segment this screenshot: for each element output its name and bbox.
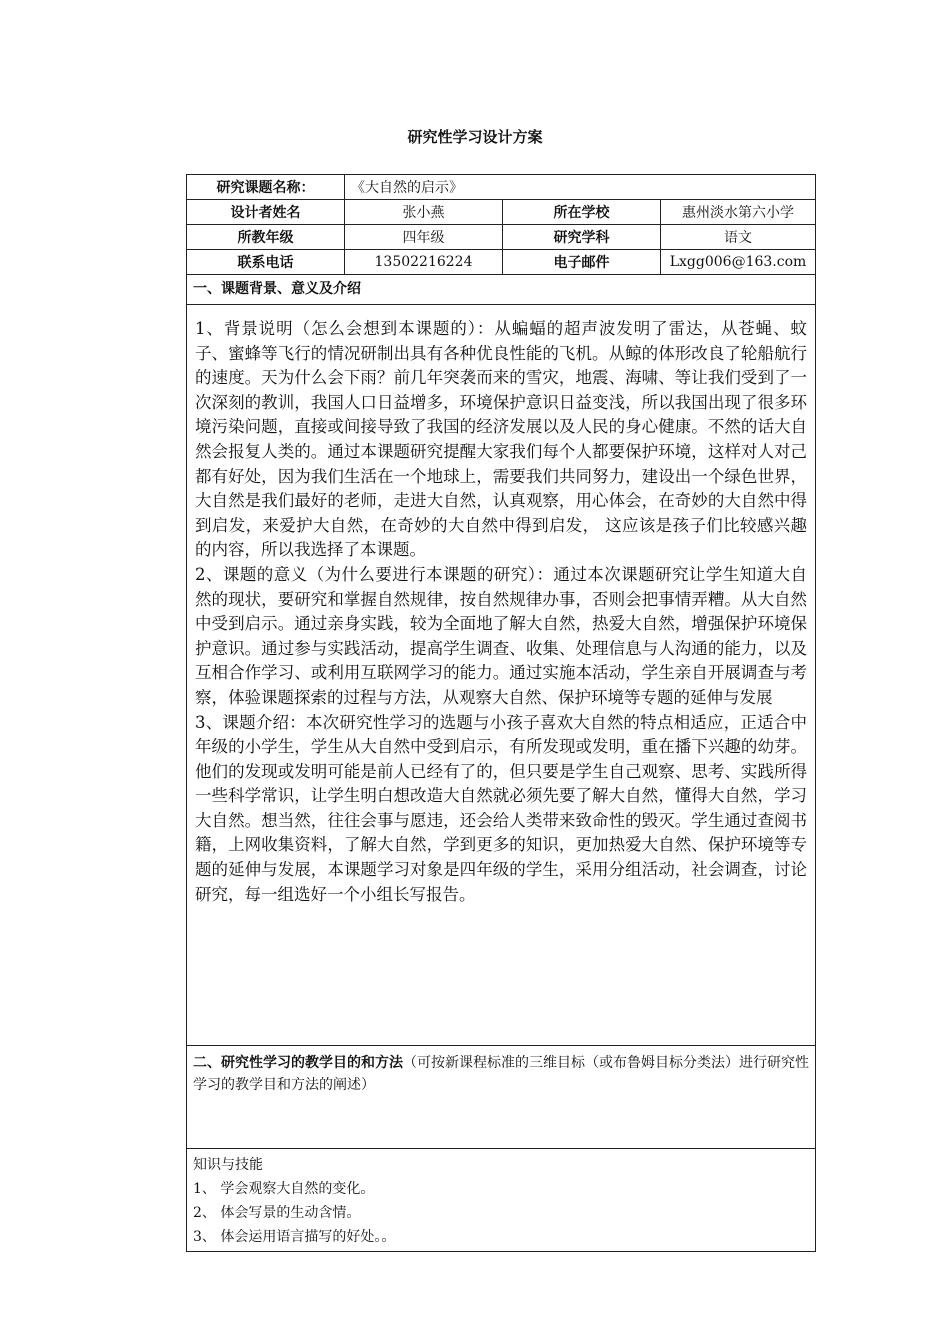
contact-row bbox=[187, 250, 816, 275]
topic-value: 《大自然的启示》 bbox=[345, 175, 816, 200]
phone-value: 13502216224 bbox=[345, 250, 503, 275]
section2-cell bbox=[187, 1046, 816, 1149]
section2-heading: 二、研究性学习的教学目的和方法 bbox=[193, 1055, 403, 1071]
list-item: 3、 体会运用语言描写的好处。。 bbox=[193, 1229, 396, 1245]
section3-row bbox=[187, 1149, 816, 1252]
introduction-paragraph: 3、课题介绍：本次研究性学习的选题与小孩子喜欢大自然的特点相适应，正适合中年级的小学生，学生从大自然中受到启示，有所发现或发明，重在播下兴趣的幼芽。他们的发现或发明可能是前人已经有了的，但只要是学生自己观察、思考、实践所得一些科学常识，让学生明白想改造大自然就必须先要了解大自然，懂得大自然，学习大自然。想当然，往往会事与愿违，还会给人类带来致命性的毁灭。学生通过查阅书籍，上网收集资料，了解大自然，学到更多的知识，更加热爱大自然、保护环境等专题的延伸与发展，本课题学习对象是四年级的学生，采用分组活动，社会调查，讨论研究，每一组选好一个小组长写报告。 bbox=[195, 712, 808, 904]
designer-label: 设计者姓名 bbox=[187, 200, 345, 225]
designer-value: 张小燕 bbox=[345, 200, 503, 225]
email-value: Lxgg006@163.com bbox=[661, 250, 816, 275]
section2-note: （可按新课程标准的三维目标（或布鲁姆目标分类法）进行研究性学习的教学目和方法的阐述） bbox=[193, 1055, 809, 1093]
section3-cell bbox=[187, 1149, 816, 1252]
list-item: 1、 学会观察大自然的变化。 bbox=[193, 1181, 375, 1197]
section1-body-row bbox=[187, 305, 816, 1046]
significance-paragraph: 2、课题的意义（为什么要进行本课题的研究）：通过本次课题研究让学生知道大自然的现状，要研究和掌握自然规律，按自然规律办事，否则会把事情弄糟。从大自然中受到启示。通过亲身实践，较为全面地了解大自然，热爱大自然，增强保护环境保护意识。通过参与实践活动，提高学生调查、收集、处理信息与人沟通的能力，以及互相合作学习、或利用互联网学习的能力。通过实施本活动，学生亲自开展调查与考察，体验课题探索的过程与方法，从观察大自然、保护环境等专题的延伸与发展 bbox=[195, 564, 808, 707]
design-plan-table bbox=[186, 174, 816, 1252]
phone-label: 联系电话 bbox=[187, 250, 345, 275]
section1-heading-row bbox=[187, 275, 816, 305]
background-paragraph: 1、背景说明（怎么会想到本课题的）：从蝙蝠的超声波发明了雷达，从苍蝇、蚊子、蜜蜂等飞行的情况研制出具有各种优良性能的飞机。从鲸的体形改良了轮船航行的速度。天为什么会下雨？前几年突袭而来的雪灾，地震、海啸、等让我们受到了一次深刻的教训，我国人口日益增多，环境保护意识日益变浅，所以我国出现了很多环境污染问题，直接或间接导致了我国的经济发展以及人民的身心健康。不然的话大自然会报复人类的。通过本课题研究提醒大家我们每个人都要保护环境，这样对人对己都有好处，因为我们生活在一个地球上，需要我们共同努力，建设出一个绿色世界，大自然是我们最好的老师，走进大自然，认真观察，用心体会，在奇妙的大自然中得到启发，来爱护大自然，在奇妙的大自然中得到启发， 这应该是孩子们比较感兴趣的内容，所以我选择了本课题。 bbox=[195, 319, 808, 560]
section1-body bbox=[187, 305, 816, 1046]
section1-heading: 一、课题背景、意义及介绍 bbox=[187, 275, 816, 305]
topic-label: 研究课题名称： bbox=[187, 175, 345, 200]
list-item: 2、 体会写景的生动含情。 bbox=[193, 1205, 361, 1221]
knowledge-skills-heading: 知识与技能 bbox=[193, 1157, 263, 1173]
school-value: 惠州淡水第六小学 bbox=[661, 200, 816, 225]
subject-value: 语文 bbox=[661, 225, 816, 250]
grade-row bbox=[187, 225, 816, 250]
section2-row bbox=[187, 1046, 816, 1149]
school-label: 所在学校 bbox=[503, 200, 661, 225]
subject-label: 研究学科 bbox=[503, 225, 661, 250]
topic-row bbox=[187, 175, 816, 200]
grade-value: 四年级 bbox=[345, 225, 503, 250]
designer-row bbox=[187, 200, 816, 225]
document-title: 研究性学习设计方案 bbox=[407, 128, 543, 146]
grade-label: 所教年级 bbox=[187, 225, 345, 250]
email-label: 电子邮件 bbox=[503, 250, 661, 275]
